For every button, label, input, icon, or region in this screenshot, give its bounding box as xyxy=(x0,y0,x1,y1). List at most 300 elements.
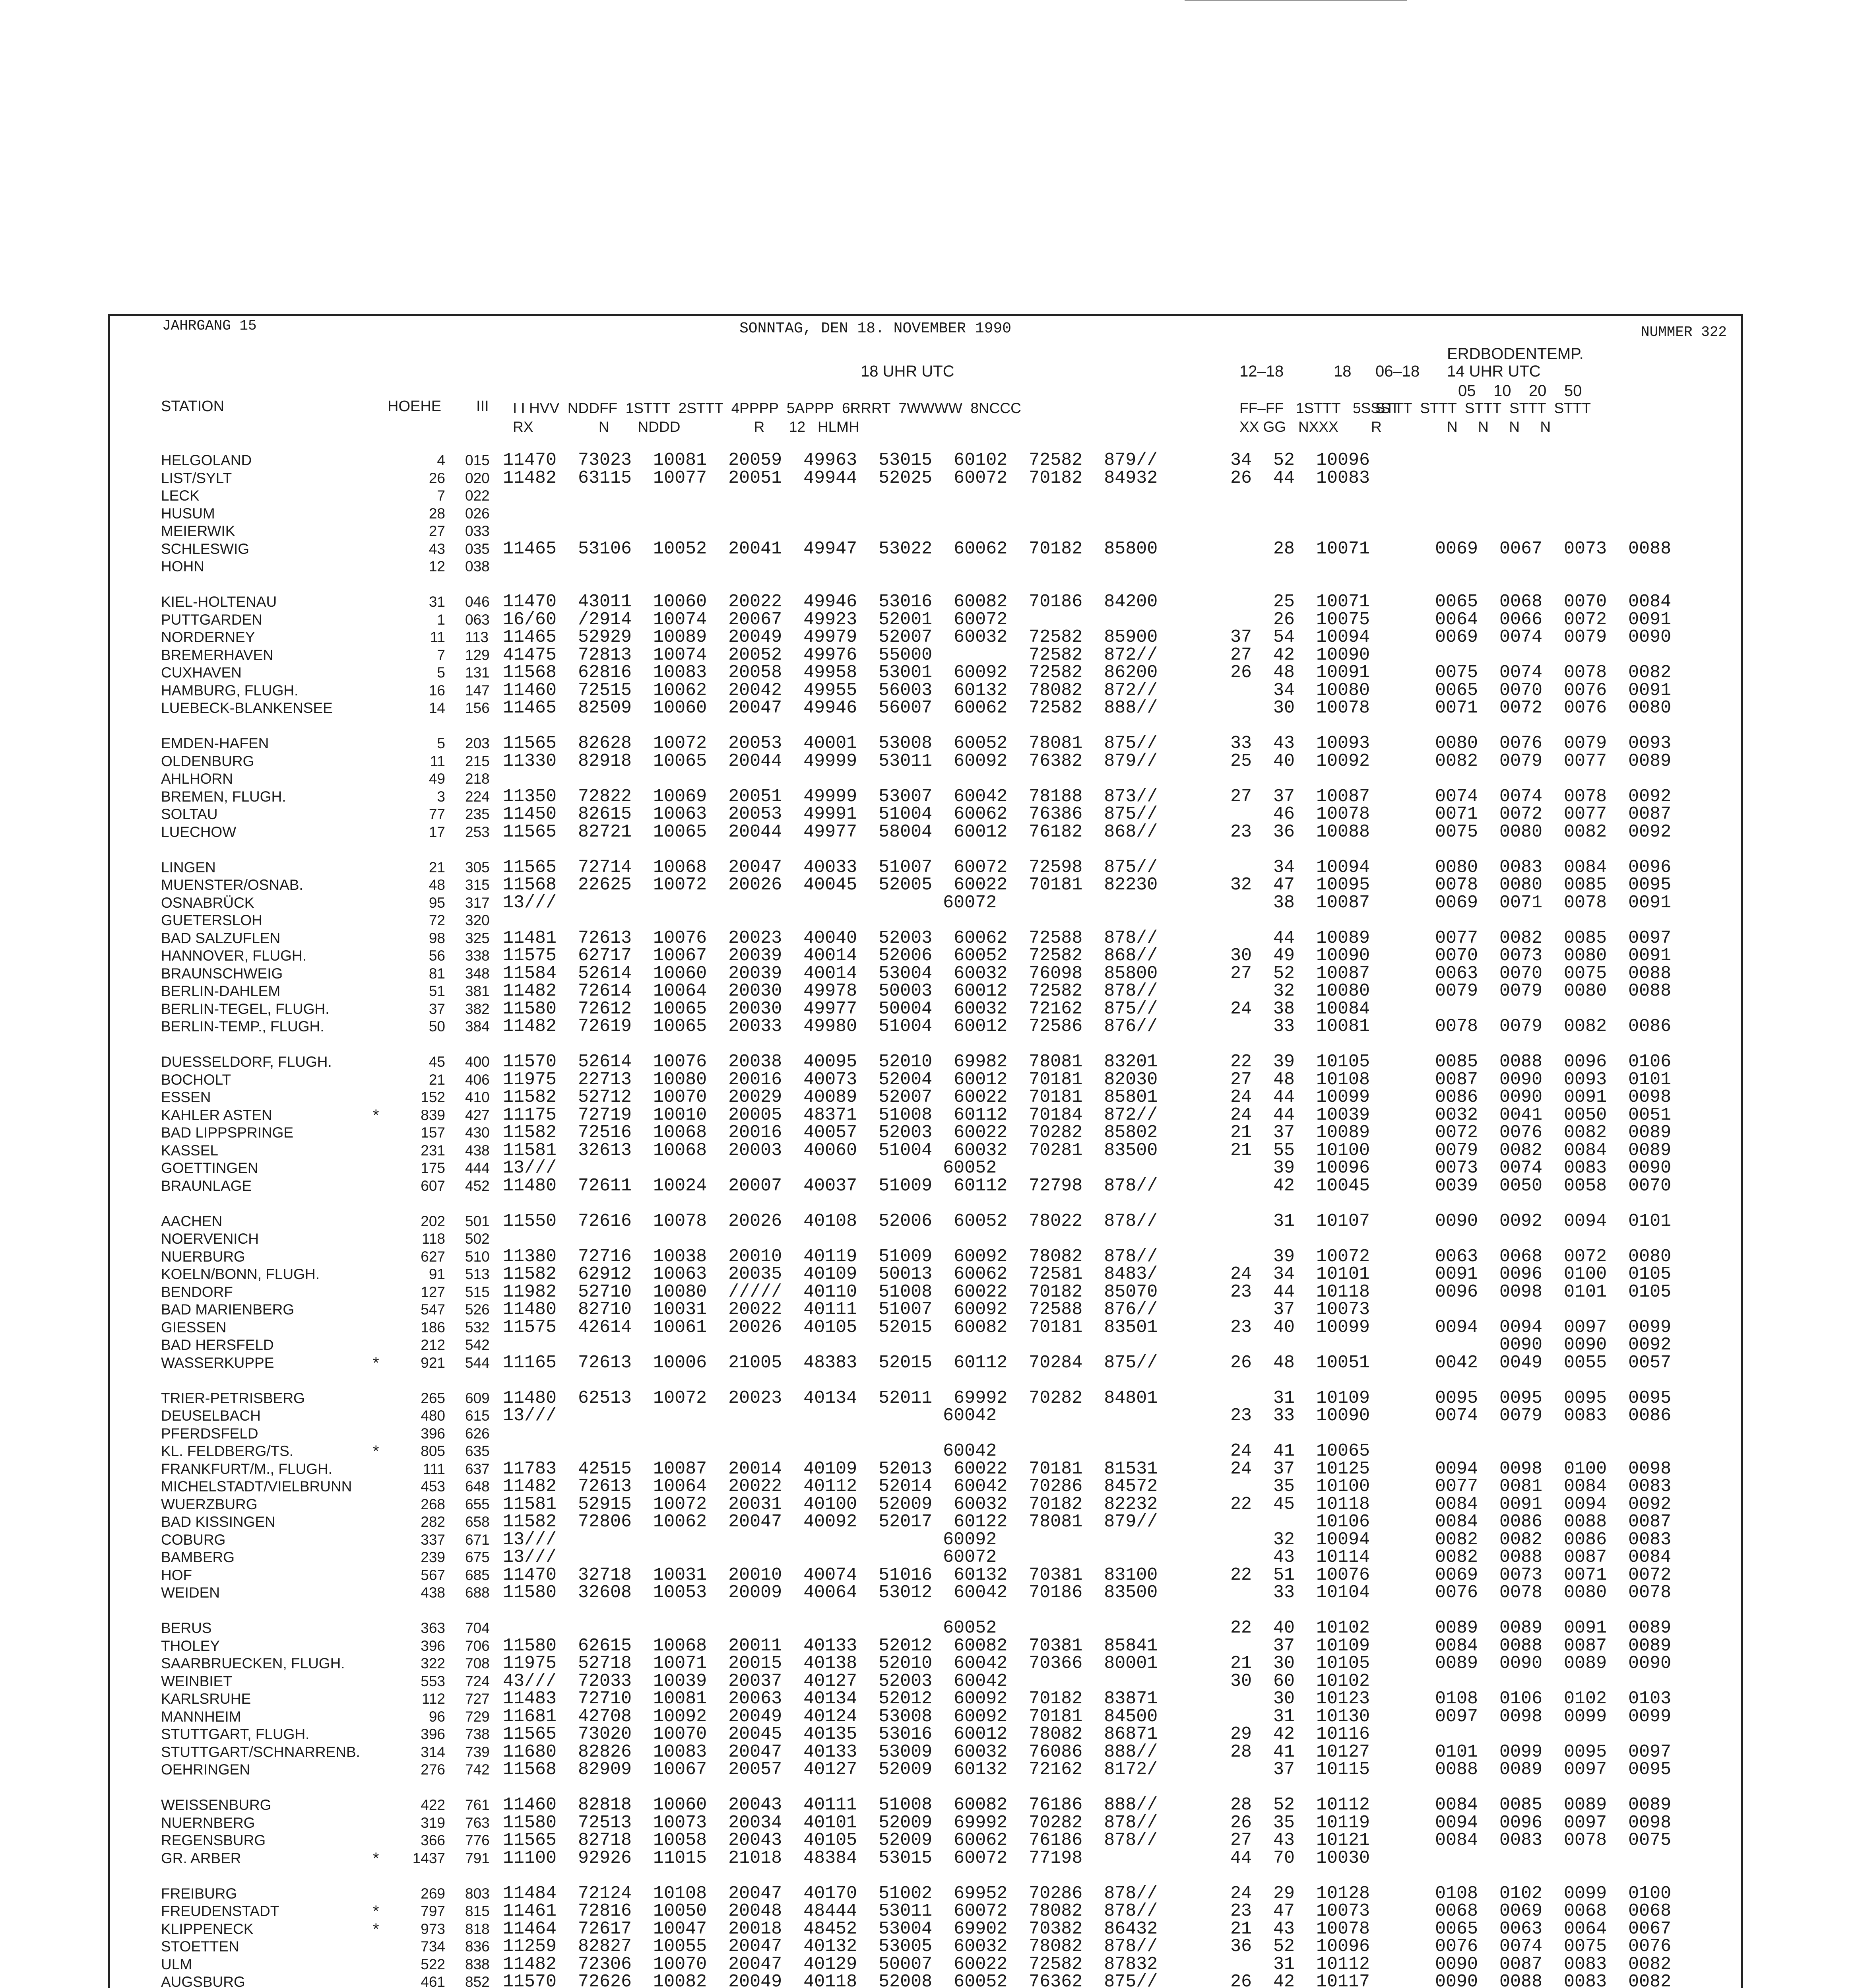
station-name: BERUS xyxy=(161,1620,212,1636)
station-index: 410 xyxy=(465,1089,490,1105)
station-index: 035 xyxy=(465,541,490,557)
table-row xyxy=(0,1478,1856,1495)
table-row xyxy=(0,1619,1856,1637)
table-row xyxy=(0,1390,1856,1407)
table-row xyxy=(0,770,1856,788)
soil-temperature-groups: 0101 0099 0095 0097 xyxy=(1435,1742,1672,1762)
station-index: 704 xyxy=(465,1620,490,1636)
synop-groups: 11568 22625 10072 20026 40045 52005 60022 70181 82230 xyxy=(503,875,1158,895)
table-row xyxy=(0,1850,1856,1867)
soil-temperature-groups: 0074 0074 0078 0092 xyxy=(1435,786,1672,807)
station-index: 033 xyxy=(465,523,490,539)
soil-temperature-groups: 0082 0082 0086 0083 xyxy=(1435,1530,1672,1550)
period-groups: 30 10123 xyxy=(1230,1689,1370,1709)
table-row xyxy=(0,1107,1856,1124)
mountain-station-mark: * xyxy=(373,1354,379,1372)
period-groups: 31 10107 xyxy=(1230,1211,1370,1231)
soil-temperature-groups: 0088 0089 0097 0095 xyxy=(1435,1759,1672,1780)
station-index: 320 xyxy=(465,912,490,928)
station-index: 046 xyxy=(465,594,490,610)
station-height: 422 xyxy=(421,1797,445,1813)
synop-groups: 11568 82909 10067 20057 40127 52009 60132 72162 8172/ xyxy=(503,1759,1158,1780)
table-row xyxy=(0,1655,1856,1672)
station-name: OEHRINGEN xyxy=(161,1761,250,1778)
table-row xyxy=(0,930,1856,947)
synop-groups: 11570 52614 10076 20038 40095 52010 69982 78081 83201 xyxy=(503,1052,1158,1072)
station-height: 1 xyxy=(437,612,445,628)
station-height: 45 xyxy=(429,1054,445,1070)
station-index: 338 xyxy=(465,947,490,964)
table-row xyxy=(0,487,1856,505)
station-name: SAARBRUECKEN, FLUGH. xyxy=(161,1655,345,1672)
synop-groups: 11580 72513 10073 20034 40101 52009 69992 70282 878// xyxy=(503,1813,1158,1833)
station-index: 637 xyxy=(465,1461,490,1477)
station-height: 1437 xyxy=(412,1850,445,1866)
table-row xyxy=(0,1796,1856,1814)
station-index: 510 xyxy=(465,1248,490,1265)
soil-temperature-groups: 0085 0088 0096 0106 xyxy=(1435,1052,1672,1072)
period-groups: 21 37 10089 xyxy=(1230,1122,1370,1143)
station-index: 852 xyxy=(465,1974,490,1988)
soil-temperature-groups: 0091 0096 0100 0105 xyxy=(1435,1264,1672,1284)
station-index: 020 xyxy=(465,470,490,486)
period-groups: 24 37 10125 xyxy=(1230,1459,1370,1479)
synop-groups: 11580 62615 10068 20011 40133 52012 60082 70381 85841 xyxy=(503,1636,1158,1656)
station-height: 319 xyxy=(421,1815,445,1831)
soil-temperature-groups: 0069 0074 0079 0090 xyxy=(1435,627,1672,647)
synop-groups: 11470 43011 10060 20022 49946 53016 60082 70186 84200 xyxy=(503,592,1158,612)
station-name: TRIER-PETRISBERG xyxy=(161,1390,305,1406)
synop-groups: 11565 72714 10068 20047 40033 51007 60072 72598 875// xyxy=(503,857,1158,878)
station-height: 973 xyxy=(421,1921,445,1937)
station-name: THOLEY xyxy=(161,1638,220,1654)
synop-groups: 11582 62912 10063 20035 40109 50013 60062 72581 8483/ xyxy=(503,1264,1158,1284)
soil-temperature-groups: 0077 0081 0084 0083 xyxy=(1435,1476,1672,1497)
station-name: NUERNBERG xyxy=(161,1815,255,1831)
station-name: PUTTGARDEN xyxy=(161,612,262,628)
station-name: LUEBECK-BLANKENSEE xyxy=(161,700,333,716)
table-row xyxy=(0,1142,1856,1159)
synop-groups: 11460 82818 10060 20043 40111 51008 60082 76186 888// xyxy=(503,1795,1158,1815)
station-height: 202 xyxy=(421,1213,445,1229)
station-height: 921 xyxy=(421,1355,445,1371)
station-index: 729 xyxy=(465,1708,490,1725)
station-height: 21 xyxy=(429,859,445,876)
synop-groups: 11450 82615 10063 20053 49991 51004 60062 76386 875// xyxy=(503,804,1158,824)
station-height: 547 xyxy=(421,1301,445,1318)
table-row xyxy=(0,947,1856,965)
table-row-spacer xyxy=(0,841,1856,858)
table-row xyxy=(0,982,1856,1000)
station-name: WASSERKUPPE xyxy=(161,1355,274,1371)
synop-groups: 60042 xyxy=(503,1441,997,1461)
station-index: 763 xyxy=(465,1815,490,1831)
station-height: 98 xyxy=(429,930,445,946)
synop-sub-header: RX N NDDD R 12 HLMH xyxy=(513,419,859,435)
station-index: 626 xyxy=(465,1425,490,1442)
station-height: 48 xyxy=(429,877,445,893)
soil-temperature-groups: 0042 0049 0055 0057 xyxy=(1435,1353,1672,1373)
station-index: 635 xyxy=(465,1443,490,1459)
station-height: 276 xyxy=(421,1761,445,1778)
period-groups: 32 10094 xyxy=(1230,1530,1370,1550)
station-height: 21 xyxy=(429,1072,445,1088)
table-row xyxy=(0,1584,1856,1602)
table-row-spacer xyxy=(0,1867,1856,1885)
station-name: MICHELSTADT/VIELBRUNN xyxy=(161,1478,352,1495)
station-index: 803 xyxy=(465,1885,490,1902)
station-name: GIESSEN xyxy=(161,1319,227,1336)
station-name: STUTTGART, FLUGH. xyxy=(161,1726,310,1742)
station-height: 11 xyxy=(430,629,445,645)
station-height: 239 xyxy=(421,1549,445,1565)
station-name: AHLHORN xyxy=(161,771,233,787)
station-height: 438 xyxy=(421,1584,445,1601)
station-index: 708 xyxy=(465,1655,490,1672)
station-height: 77 xyxy=(429,806,445,822)
station-name: SCHLESWIG xyxy=(161,541,250,557)
period-groups: 24 29 10128 xyxy=(1230,1883,1370,1904)
table-row xyxy=(0,1690,1856,1708)
period-groups: 26 35 10119 xyxy=(1230,1813,1370,1833)
synop-groups: 11565 82721 10065 20044 49977 58004 60012 76182 868// xyxy=(503,822,1158,842)
period-groups: 23 40 10099 xyxy=(1230,1317,1370,1338)
period-groups: 26 48 10051 xyxy=(1230,1353,1370,1373)
station-height: 269 xyxy=(421,1885,445,1902)
period-groups: 34 10094 xyxy=(1230,857,1370,878)
station-height: 127 xyxy=(421,1284,445,1300)
station-index: 513 xyxy=(465,1266,490,1282)
station-index: 224 xyxy=(465,788,490,805)
station-height: 96 xyxy=(429,1708,445,1725)
station-height: 268 xyxy=(421,1496,445,1512)
soil-temperature-groups: 0087 0090 0093 0101 xyxy=(1435,1070,1672,1090)
station-name: COBURG xyxy=(161,1532,226,1548)
station-index: 836 xyxy=(465,1938,490,1955)
synop-groups: 11480 82710 10031 20022 40111 51007 60092 72588 876// xyxy=(503,1299,1158,1320)
station-name: HOHN xyxy=(161,558,204,575)
soil-temperature-groups: 0094 0096 0097 0098 xyxy=(1435,1813,1672,1833)
station-name: KL. FELDBERG/TS. xyxy=(161,1443,294,1459)
synop-groups: 11330 82918 10065 20044 49999 53011 60092 76382 879// xyxy=(503,751,1158,771)
station-height: 26 xyxy=(429,470,445,486)
soil-temperature-groups: 0064 0066 0072 0091 xyxy=(1435,610,1672,630)
period-groups: 24 44 10039 xyxy=(1230,1105,1370,1125)
table-row xyxy=(0,859,1856,876)
station-height: 91 xyxy=(429,1266,445,1282)
table-row xyxy=(0,912,1856,929)
station-height: 43 xyxy=(429,541,445,557)
station-name: OSNABRÜCK xyxy=(161,895,254,911)
station-height: 461 xyxy=(421,1974,445,1988)
table-row xyxy=(0,1053,1856,1071)
synop-groups: 11480 72611 10024 20007 40037 51009 60112 72798 878// xyxy=(503,1176,1158,1196)
table-row xyxy=(0,806,1856,823)
table-row-spacer xyxy=(0,576,1856,593)
soil-sub-header: N N N N xyxy=(1447,419,1551,435)
station-height: 797 xyxy=(421,1903,445,1919)
station-height: 112 xyxy=(422,1691,445,1707)
table-row xyxy=(0,753,1856,770)
station-name: GOETTINGEN xyxy=(161,1160,258,1176)
station-height: 31 xyxy=(429,594,445,610)
station-index: 706 xyxy=(465,1638,490,1654)
soil-temperature-groups: 0090 0087 0083 0082 xyxy=(1435,1954,1672,1974)
station-index: 348 xyxy=(465,965,490,982)
period-groups: 23 47 10073 xyxy=(1230,1901,1370,1921)
station-height: 3 xyxy=(437,788,445,805)
table-row xyxy=(0,1460,1856,1478)
period-groups: 29 42 10116 xyxy=(1230,1724,1370,1744)
station-index: 675 xyxy=(465,1549,490,1565)
period-groups: 21 55 10100 xyxy=(1230,1140,1370,1161)
table-row xyxy=(0,965,1856,982)
station-height: 14 xyxy=(429,700,445,716)
table-row xyxy=(0,505,1856,522)
table-row xyxy=(0,1885,1856,1903)
period-groups: 22 39 10105 xyxy=(1230,1052,1370,1072)
synop-groups: 11465 53106 10052 20041 49947 53022 60062 70182 85800 xyxy=(503,539,1158,559)
soil-temperature-groups: 0094 0098 0100 0098 xyxy=(1435,1459,1672,1479)
table-row xyxy=(0,823,1856,841)
synop-groups: 11565 73020 10070 20045 40135 53016 60012 78082 86871 xyxy=(503,1724,1158,1744)
station-index: 738 xyxy=(465,1726,490,1742)
table-row xyxy=(0,1124,1856,1142)
table-row xyxy=(0,1973,1856,1988)
station-height: 118 xyxy=(422,1231,445,1247)
soil-temperature-groups: 0077 0082 0085 0097 xyxy=(1435,928,1672,948)
station-height: 396 xyxy=(421,1726,445,1742)
station-name: BERLIN-TEGEL, FLUGH. xyxy=(161,1001,330,1017)
station-height: 37 xyxy=(429,1001,445,1017)
period-groups: 23 36 10088 xyxy=(1230,822,1370,842)
synop-groups: 43/// 72033 10039 20037 40127 52003 60042 xyxy=(503,1671,1008,1691)
station-index: 253 xyxy=(465,824,490,840)
synop-groups: 11575 42614 10061 20026 40105 52015 60082 70181 83501 xyxy=(503,1317,1158,1338)
synop-time-header: 18 UHR UTC xyxy=(861,363,954,380)
period-sub-header: XX GG NXXX R xyxy=(1239,419,1382,435)
station-name: MEIERWIK xyxy=(161,523,235,539)
station-name: GR. ARBER xyxy=(161,1850,241,1866)
period-groups: 46 10078 xyxy=(1230,804,1370,824)
station-name: NORDERNEY xyxy=(161,629,255,645)
soil-temperature-groups: 0071 0072 0076 0080 xyxy=(1435,698,1672,718)
soil-temperature-groups: 0078 0080 0085 0095 xyxy=(1435,875,1672,895)
station-name: DUESSELDORF, FLUGH. xyxy=(161,1054,332,1070)
station-height: 50 xyxy=(429,1018,445,1035)
station-height: 553 xyxy=(421,1673,445,1689)
station-name: BAD LIPPSPRINGE xyxy=(161,1124,294,1141)
station-index: 131 xyxy=(465,664,490,681)
station-index: 526 xyxy=(465,1301,490,1318)
period-groups: 39 10072 xyxy=(1230,1246,1370,1267)
period-groups: 24 41 10065 xyxy=(1230,1441,1370,1461)
synop-groups: 11460 72515 10062 20042 49955 56003 60132 78082 872// xyxy=(503,680,1158,701)
synop-groups: 11481 72613 10076 20023 40040 52003 60062 72588 878// xyxy=(503,928,1158,948)
soil-temperature-groups: 0074 0079 0083 0086 xyxy=(1435,1406,1672,1426)
station-height: 839 xyxy=(421,1107,445,1123)
period-18-header: 18 xyxy=(1334,363,1352,380)
station-name: FREUDENSTADT xyxy=(161,1903,279,1919)
period-groups: 23 33 10090 xyxy=(1230,1406,1370,1426)
soil-temperature-groups: 0068 0069 0068 0068 xyxy=(1435,1901,1672,1921)
table-row xyxy=(0,558,1856,575)
period-groups: 25 40 10092 xyxy=(1230,751,1370,771)
station-name: STUTTGART/SCHNARRENB. xyxy=(161,1744,360,1760)
period-groups: 39 10096 xyxy=(1230,1158,1370,1178)
period-groups: 28 10071 xyxy=(1230,539,1370,559)
station-height: 27 xyxy=(429,523,445,539)
table-row xyxy=(0,1319,1856,1336)
synop-groups: 11165 72613 10006 21005 48383 52015 60112 70284 875// xyxy=(503,1353,1158,1373)
station-height: 51 xyxy=(429,983,445,999)
station-index: 218 xyxy=(465,771,490,787)
synop-groups: 11470 73023 10081 20059 49963 53015 60102 72582 879// xyxy=(503,450,1158,470)
hoehe-header: HOEHE xyxy=(388,398,442,415)
station-index: 384 xyxy=(465,1018,490,1035)
table-row xyxy=(0,1442,1856,1460)
table-row xyxy=(0,470,1856,487)
station-index: 818 xyxy=(465,1921,490,1937)
station-index: 776 xyxy=(465,1832,490,1848)
station-height: 453 xyxy=(421,1478,445,1495)
period-groups: 42 10045 xyxy=(1230,1176,1370,1196)
station-name: NOERVENICH xyxy=(161,1231,259,1247)
station-height: 12 xyxy=(429,558,445,575)
soil-time-header: 14 UHR UTC xyxy=(1447,363,1541,380)
station-name: HANNOVER, FLUGH. xyxy=(161,947,306,964)
period-groups: 38 10087 xyxy=(1230,893,1370,913)
mountain-station-mark: * xyxy=(373,1850,379,1867)
period-groups: 34 10080 xyxy=(1230,680,1370,701)
table-row xyxy=(0,1956,1856,1973)
soil-temperature-groups: 0089 0090 0089 0090 xyxy=(1435,1653,1672,1673)
station-index: 742 xyxy=(465,1761,490,1778)
station-name: WEIDEN xyxy=(161,1584,220,1601)
synop-codes-header: I I HVV NDDFF 1STTT 2STTT 4PPPP 5APPP 6RRRT 7WWWW 8NCCC xyxy=(513,400,1021,416)
period-groups: 32 10080 xyxy=(1230,981,1370,1001)
station-name: BAD HERSFELD xyxy=(161,1337,274,1353)
station-height: 56 xyxy=(429,947,445,964)
station-height: 337 xyxy=(421,1532,445,1548)
station-index: 400 xyxy=(465,1054,490,1070)
soil-temperature-groups: 0089 0089 0091 0089 xyxy=(1435,1618,1672,1638)
synop-groups: 11259 82827 10055 20047 40132 53005 60032 78082 878// xyxy=(503,1936,1158,1957)
table-row xyxy=(0,1407,1856,1425)
station-name: GUETERSLOH xyxy=(161,912,262,928)
soil-temperature-groups: 0082 0079 0077 0089 xyxy=(1435,751,1672,771)
table-row xyxy=(0,1832,1856,1849)
table-row xyxy=(0,1071,1856,1089)
station-height: 95 xyxy=(429,895,445,911)
station-index: 444 xyxy=(465,1160,490,1176)
station-name: ULM xyxy=(161,1956,192,1972)
table-row xyxy=(0,1708,1856,1726)
station-index: 063 xyxy=(465,612,490,628)
soil-temperature-groups: 0063 0070 0075 0088 xyxy=(1435,963,1672,984)
table-row xyxy=(0,1089,1856,1106)
soil-temperature-groups: 0108 0106 0102 0103 xyxy=(1435,1689,1672,1709)
issue-number: NUMMER 322 xyxy=(1641,324,1727,340)
table-row xyxy=(0,1531,1856,1549)
synop-groups: 13/// 60042 xyxy=(503,1406,997,1426)
synop-groups: 11783 42515 10087 20014 40109 52013 60022 70181 81531 xyxy=(503,1459,1158,1479)
station-index: 438 xyxy=(465,1142,490,1159)
station-name: BRAUNSCHWEIG xyxy=(161,965,283,982)
mountain-station-mark: * xyxy=(373,1920,379,1938)
station-height: 157 xyxy=(421,1124,445,1141)
station-index: 381 xyxy=(465,983,490,999)
table-row xyxy=(0,1177,1856,1195)
table-row xyxy=(0,894,1856,912)
mountain-station-mark: * xyxy=(373,1442,379,1460)
period-groups: 37 10073 xyxy=(1230,1299,1370,1320)
station-height: 81 xyxy=(429,965,445,982)
station-name: BRAUNLAGE xyxy=(161,1178,252,1194)
soil-temperature-groups: 0070 0073 0080 0091 xyxy=(1435,945,1672,966)
synop-groups: 13/// 60072 xyxy=(503,893,997,913)
station-index: 317 xyxy=(465,895,490,911)
station-index: 427 xyxy=(465,1107,490,1123)
period-groups: 33 10104 xyxy=(1230,1582,1370,1603)
station-index: 688 xyxy=(465,1584,490,1601)
station-name: CUXHAVEN xyxy=(161,664,242,681)
station-height: 480 xyxy=(421,1408,445,1424)
period-groups: 37 54 10094 xyxy=(1230,627,1370,647)
table-row-spacer xyxy=(0,1779,1856,1796)
period-groups: 28 41 10127 xyxy=(1230,1742,1370,1762)
station-name: LUECHOW xyxy=(161,824,237,840)
table-row-spacer xyxy=(0,1195,1856,1212)
station-name: ESSEN xyxy=(161,1089,211,1105)
station-name: BERLIN-TEMP., FLUGH. xyxy=(161,1018,324,1035)
station-index: 761 xyxy=(465,1797,490,1813)
soil-temperature-groups: 0039 0050 0058 0070 xyxy=(1435,1176,1672,1196)
station-height: 186 xyxy=(421,1319,445,1336)
station-index: 532 xyxy=(465,1319,490,1336)
synop-groups: 11461 72816 10050 20048 48444 53011 60072 78082 878// xyxy=(503,1901,1158,1921)
station-name: WUERZBURG xyxy=(161,1496,258,1512)
station-height: 72 xyxy=(429,912,445,928)
synop-groups: 11470 32718 10031 20010 40074 51016 60132 70381 83100 xyxy=(503,1565,1158,1585)
station-name: HOF xyxy=(161,1567,192,1583)
station-height: 322 xyxy=(421,1655,445,1672)
synop-groups: 11975 52718 10071 20015 40138 52010 60042 70366 80001 xyxy=(503,1653,1158,1673)
station-height: 17 xyxy=(429,824,445,840)
synop-groups: 11582 52712 10070 20029 40089 52007 60022 70181 85801 xyxy=(503,1087,1158,1107)
period-groups: 22 51 10076 xyxy=(1230,1565,1370,1585)
table-row xyxy=(0,1513,1856,1531)
station-index: 022 xyxy=(465,487,490,504)
synop-groups: 13/// 60052 xyxy=(503,1158,997,1178)
soil-temperature-groups: 0032 0041 0050 0051 xyxy=(1435,1105,1672,1125)
soil-temperature-groups: 0065 0068 0070 0084 xyxy=(1435,592,1672,612)
station-name: WEINBIET xyxy=(161,1673,232,1689)
station-height: 805 xyxy=(421,1443,445,1459)
period-groups: 33 10081 xyxy=(1230,1016,1370,1037)
station-index: 542 xyxy=(465,1337,490,1353)
soil-temperature-groups: 0075 0074 0078 0082 xyxy=(1435,662,1672,683)
station-index: 235 xyxy=(465,806,490,822)
table-row xyxy=(0,788,1856,806)
table-row xyxy=(0,664,1856,681)
soil-temperature-groups: 0080 0076 0079 0093 xyxy=(1435,733,1672,753)
station-index: 156 xyxy=(465,700,490,716)
station-name: MUENSTER/OSNAB. xyxy=(161,877,303,893)
mountain-station-mark: * xyxy=(373,1107,379,1124)
table-row xyxy=(0,1283,1856,1301)
table-row xyxy=(0,735,1856,752)
